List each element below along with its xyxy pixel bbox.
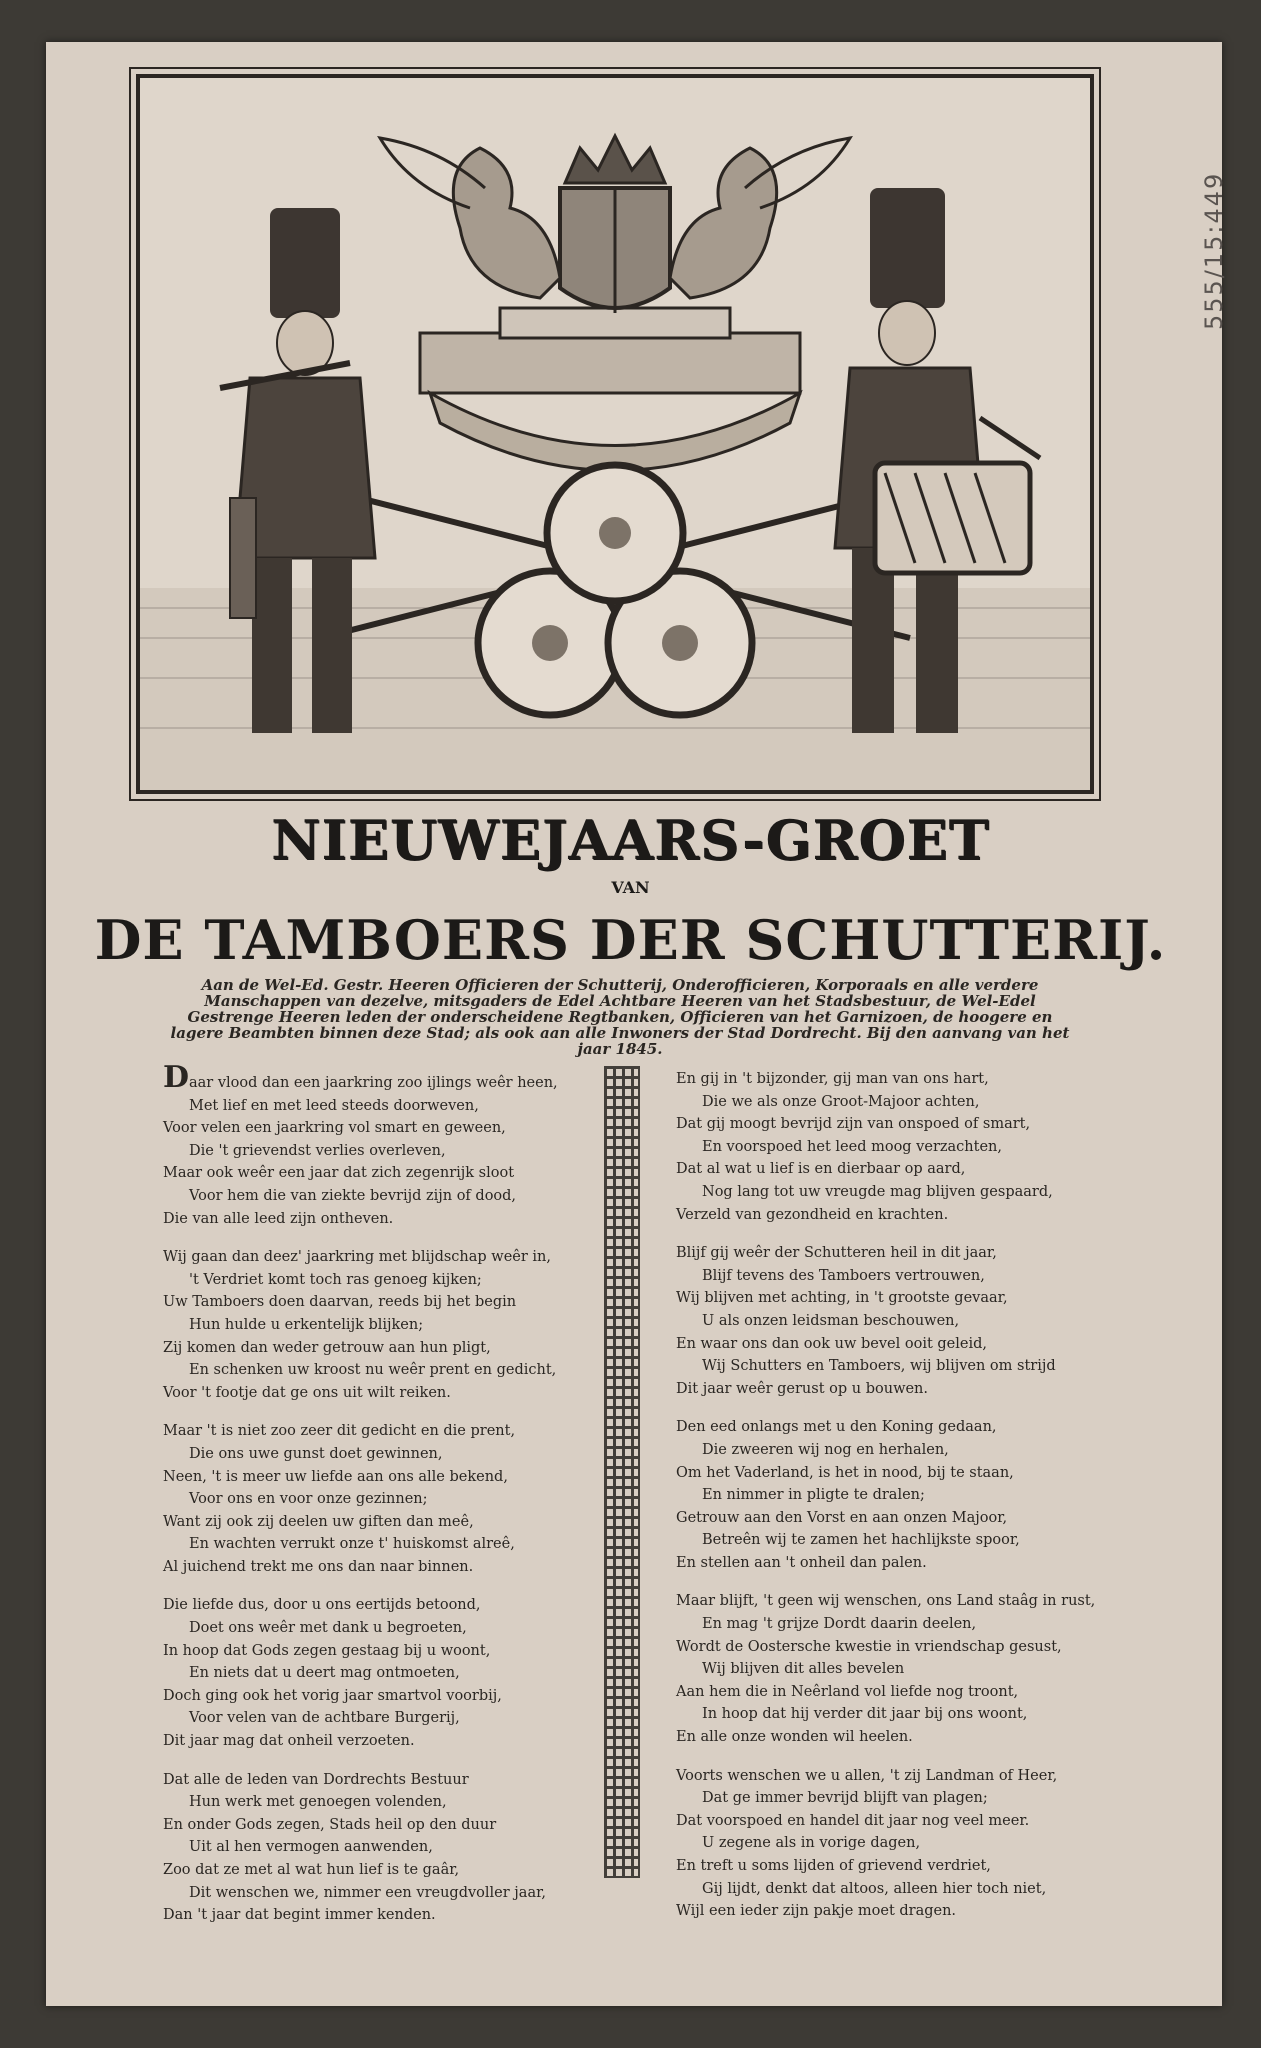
poem-line: Voor velen een jaarkring vol smart en geween, bbox=[163, 1120, 506, 1137]
poem-line: Uit al hen vermogen aanwenden, bbox=[189, 1839, 433, 1856]
poem-line: Dat alle de leden van Dordrechts Bestuur bbox=[163, 1771, 469, 1788]
poem-line: U als onzen leidsman beschouwen, bbox=[702, 1312, 960, 1329]
poem-line: Aan hem die in Neêrland vol liefde nog troont, bbox=[676, 1683, 1019, 1700]
poem-stanza bbox=[676, 1765, 1096, 1923]
poem-line: Nog lang tot uw vreugde mag blijven gespaard, bbox=[702, 1183, 1053, 1200]
poem-line: Betreên wij te zamen het hachlijkste spoor, bbox=[702, 1532, 1020, 1549]
poem-line: Al juichend trekt me ons dan naar binnen. bbox=[163, 1558, 474, 1575]
poem-line: Blijf gij weêr der Schutteren heil in dit jaar, bbox=[676, 1245, 997, 1262]
poem-stanza bbox=[163, 1420, 583, 1578]
poem-line: Den eed onlangs met u den Koning gedaan, bbox=[676, 1419, 997, 1436]
poem-line: Zoo dat ze met al wat hun lief is te gaâr, bbox=[163, 1862, 460, 1878]
poem-line-text: aar vlood dan een jaarkring zoo ijlings weêr heen, bbox=[189, 1075, 558, 1091]
poem-stanza bbox=[676, 1242, 1096, 1400]
poem-line: Om het Vaderland, is het in nood, bij te staan, bbox=[676, 1464, 1014, 1481]
poem-line: En wachten verrukt onze t' huiskomst alreê, bbox=[189, 1536, 515, 1553]
poem-line: Die we als onze Groot-Majoor achten, bbox=[702, 1093, 980, 1110]
poem-stanza bbox=[163, 1594, 583, 1752]
poem-line: In hoop dat hij verder dit jaar bij ons woont, bbox=[702, 1706, 1028, 1723]
poem-line: Dit jaar mag dat onheil verzoeten. bbox=[163, 1733, 415, 1750]
poem-line: En niets dat u deert mag ontmoeten, bbox=[189, 1665, 460, 1682]
poem-line: Wij blijven met achting, in 't grootste gevaar, bbox=[676, 1290, 1008, 1307]
poem-line: En treft u soms lijden of grievend verdriet, bbox=[676, 1858, 991, 1874]
poem-line: Met lief en met leed steeds doorweven, bbox=[189, 1097, 479, 1114]
poem-line: Hun werk met genoegen volenden, bbox=[189, 1794, 447, 1811]
poem-line: En waar ons dan ook uw bevel ooit geleid, bbox=[676, 1335, 988, 1352]
poem-stanza bbox=[163, 1246, 583, 1404]
poem-line: Blijf tevens des Tamboers vertrouwen, bbox=[702, 1267, 985, 1284]
poem-line: In hoop dat Gods zegen gestaag bij u woont, bbox=[163, 1642, 491, 1659]
poem-line: Maar 't is niet zoo zeer dit gedicht en die prent, bbox=[163, 1423, 516, 1440]
dedication-text: Aan de Wel-Ed. Gestr. Heeren Officieren der Schutterij, Onderofficieren, Korporaals en alle verdere Manschappen van dezelve, mitsgaders de Edel Achtbare Heeren van het Stadsbestuur, de Wel-Edel Gestrenge Heeren leden der onderscheidene Regtbanken, Officieren van het Garnizoen, de hoogere en lagere Beambten binnen deze Stad; als ook aan alle Inwoners der Stad Dordrecht. Bij den aanvang van het jaar 1845. bbox=[170, 976, 1070, 1058]
poem-line: Die zweeren wij nog en herhalen, bbox=[702, 1441, 949, 1458]
poem-line bbox=[163, 1060, 583, 1095]
poem-line: Uw Tamboers doen daarvan, reeds bij het begin bbox=[163, 1294, 517, 1311]
poem-line: Voor 't footje dat ge ons uit wilt reiken. bbox=[163, 1384, 451, 1401]
poem-line: Die liefde dus, door u ons eertijds betoond, bbox=[163, 1597, 481, 1614]
drop-cap: D bbox=[163, 1060, 190, 1095]
poem-line: Dit wenschen we, nimmer een vreugdvoller jaar, bbox=[189, 1884, 547, 1901]
poem-line: En mag 't grijze Dordt daarin deelen, bbox=[702, 1616, 977, 1633]
poem-line: Dat al wat u lief is en dierbaar op aard, bbox=[676, 1161, 966, 1178]
poem-line: Dan 't jaar dat begint immer kenden. bbox=[163, 1907, 436, 1924]
poem-stanza bbox=[676, 1590, 1096, 1748]
poster-title: NIEUWEJAARS-GROET bbox=[271, 808, 990, 872]
poem-line: 't Verdriet komt toch ras genoeg kijken; bbox=[189, 1271, 482, 1288]
poem-line: Wijl een ieder zijn pakje moet dragen. bbox=[676, 1903, 957, 1920]
poster-title-van: VAN bbox=[611, 878, 650, 897]
poem-line: Dat voorspoed en handel dit jaar nog veel meer. bbox=[676, 1812, 1030, 1829]
poem-line: Dit jaar weêr gerust op u bouwen. bbox=[676, 1380, 929, 1397]
poem-line: En alle onze wonden wil heelen. bbox=[676, 1729, 913, 1746]
poem-line: En nimmer in pligte te dralen; bbox=[702, 1487, 925, 1504]
poem-column-right bbox=[676, 1068, 1096, 1939]
poem-line: Neen, 't is meer uw liefde aan ons alle bekend, bbox=[163, 1468, 508, 1485]
poem-line: Die 't grievendst verlies overleven, bbox=[189, 1142, 446, 1159]
poem-line: Gij lijdt, denkt dat altoos, alleen hier toch niet, bbox=[702, 1880, 1047, 1897]
poem-line: Voor hem die van ziekte bevrijd zijn of dood, bbox=[189, 1187, 517, 1204]
poem-line: Want zij ook zij deelen uw giften dan meê, bbox=[163, 1513, 474, 1530]
poem-line: Verzeld van gezondheid en krachten. bbox=[676, 1206, 949, 1223]
poem-line: Die van alle leed zijn ontheven. bbox=[163, 1210, 394, 1227]
poem-stanza bbox=[163, 1060, 583, 1230]
poem-line: Wij Schutters en Tamboers, wij blijven om strijd bbox=[702, 1358, 1056, 1375]
drums-icon bbox=[478, 465, 752, 715]
ornamental-divider bbox=[604, 1066, 640, 1878]
poem-line: Getrouw aan den Vorst en aan onzen Majoor, bbox=[676, 1509, 1008, 1526]
poem-line: Doet ons weêr met dank u begroeten, bbox=[189, 1620, 467, 1637]
poem-line: En stellen aan 't onheil dan palen. bbox=[676, 1554, 927, 1571]
poem-line: Wij blijven dit alles bevelen bbox=[702, 1661, 905, 1678]
poem-line: En onder Gods zegen, Stads heil op den duur bbox=[163, 1816, 497, 1833]
poem-line: Voorts wenschen we u allen, 't zij Landman of Heer, bbox=[676, 1767, 1058, 1784]
poem-line: Voor velen van de achtbare Burgerij, bbox=[189, 1710, 460, 1727]
poem-line: En voorspoed het leed moog verzachten, bbox=[702, 1138, 1002, 1155]
poster-subtitle: DE TAMBOERS DER SCHUTTERIJ. bbox=[94, 908, 1167, 972]
poem-line: Wij gaan dan deez' jaarkring met blijdschap weêr in, bbox=[163, 1249, 552, 1266]
poem-line: En schenken uw kroost nu weêr prent en gedicht, bbox=[189, 1362, 557, 1379]
poem-line: Die ons uwe gunst doet gewinnen, bbox=[189, 1445, 443, 1462]
coat-of-arms-icon bbox=[380, 136, 850, 393]
poem-stanza bbox=[163, 1769, 583, 1927]
poem-line: Dat gij moogt bevrijd zijn van onspoed of smart, bbox=[676, 1116, 1031, 1133]
poem-line: Voor ons en voor onze gezinnen; bbox=[189, 1491, 428, 1508]
poem-line: U zegene als in vorige dagen, bbox=[702, 1835, 921, 1852]
poem-line: Maar ook weêr een jaar dat zich zegenrijk sloot bbox=[163, 1165, 515, 1182]
poem-line: Dat ge immer bevrijd blijft van plagen; bbox=[702, 1790, 988, 1807]
poem-line: Doch ging ook het vorig jaar smartvol voorbij, bbox=[163, 1687, 502, 1704]
poem-stanza bbox=[676, 1416, 1096, 1574]
shelfmark-annotation: 555/15:449 bbox=[1200, 171, 1228, 330]
woodcut-illustration bbox=[136, 74, 1094, 794]
poem-line: En gij in 't bijzonder, gij man van ons hart, bbox=[676, 1071, 989, 1087]
woodcut-svg bbox=[140, 78, 1090, 790]
poem-line: Maar blijft, 't geen wij wenschen, ons Land staâg in rust, bbox=[676, 1593, 1096, 1610]
poem-line: Wordt de Oostersche kwestie in vriendschap gesust, bbox=[676, 1638, 1062, 1655]
poem-line: Hun hulde u erkentelijk blijken; bbox=[189, 1316, 424, 1333]
poem-line: Zij komen dan weder getrouw aan hun pligt, bbox=[163, 1339, 491, 1356]
poem-stanza bbox=[676, 1068, 1096, 1226]
poem-column-left bbox=[163, 1060, 583, 1943]
